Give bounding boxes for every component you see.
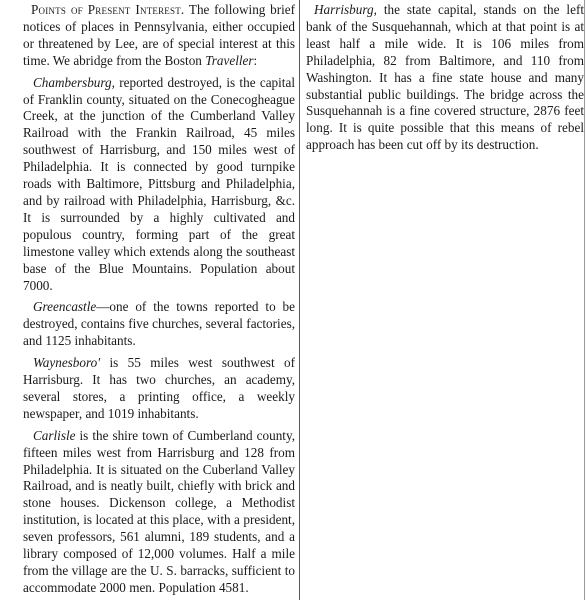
- article-intro: [23, 2, 295, 70]
- intro-end: :: [253, 52, 258, 68]
- paragraph-text: reported destroyed, is the capital of Franklin county, situated on the Conecogheague Creek, at the junction of the Cumberland Valley Railroad with the Frankin Railroad, 45 miles southwest of Harrisburg, and 150 miles west of Philadelphia. It is connected by good turnpike roads with Baltimore, Pittsburg and Philadelphia, and by railroad with Philadelphia, Harrisburg, &c. It is surrounded by a highly cultivated and populous country, forming part of the great limestone valley which extends along the southeast base of the Blue Mountains. Population about 7000.: [23, 74, 295, 293]
- paragraph-chambersburg: [23, 75, 295, 295]
- place-name: Harrisburg,: [314, 2, 377, 17]
- right-edge-rule: [584, 0, 585, 600]
- place-name: Carlisle: [33, 427, 76, 443]
- source-name: Traveller: [205, 52, 254, 68]
- column-divider: [299, 0, 300, 600]
- paragraph-text: is 55 miles west southwest of Harrisburg. It has two churches, an academy, several stores, a printing office, a weekly newspaper, and 1019 inhabitants.: [23, 355, 296, 421]
- paragraph-text: is the shire town of Cumberland county, fifteen miles west from Harrisburg and 128 from Philadelphia. It is situated on the Cuberland Valley Railroad, and is neatly built, chiefly with brick and stone houses. Dickenson college, a Methodist institution, is located at this place, with a president, seven professors, 561 alumni, 189 students, and a library composed of 12,000 volumes. Half a mile from the village are the U. S. barracks, sufficient to accommodate 2000 men. Population 4581.: [23, 427, 295, 595]
- article-heading: Points of Present Interest.: [31, 2, 185, 17]
- place-name: Waynesboro': [33, 355, 101, 371]
- right-column: [306, 2, 584, 154]
- left-column: [23, 2, 295, 597]
- place-name: Chambersburg,: [33, 74, 115, 90]
- paragraph-harrisburg: [306, 2, 584, 154]
- paragraph-text: the state capital, stands on the left bank of the Susquehannah, which at that point is at least half a mile wide. It is 106 miles from Philadelphia, 82 from Baltimore, and 110 from Washington. It has a fine state house and many substantial public buildings. The bridge across the Susquehannah is a fine covered structure, 2876 feet long. It is quite possible that this means of rebel approach has been cut off by its destruction.: [306, 2, 585, 153]
- paragraph-waynesboro: [23, 355, 295, 423]
- place-name: Greencastle: [33, 299, 97, 315]
- intro-text: The following brief notices of places in Pennsylvania, either occupied or threatened by Lee, are of special interest at this time. We abridge from the Boston: [23, 2, 295, 68]
- paragraph-text: —one of the towns reported to be destroyed, contains five churches, several factories, and 1125 inhabitants.: [23, 299, 295, 349]
- paragraph-greencastle: [23, 299, 295, 350]
- paragraph-carlisle: [23, 428, 295, 597]
